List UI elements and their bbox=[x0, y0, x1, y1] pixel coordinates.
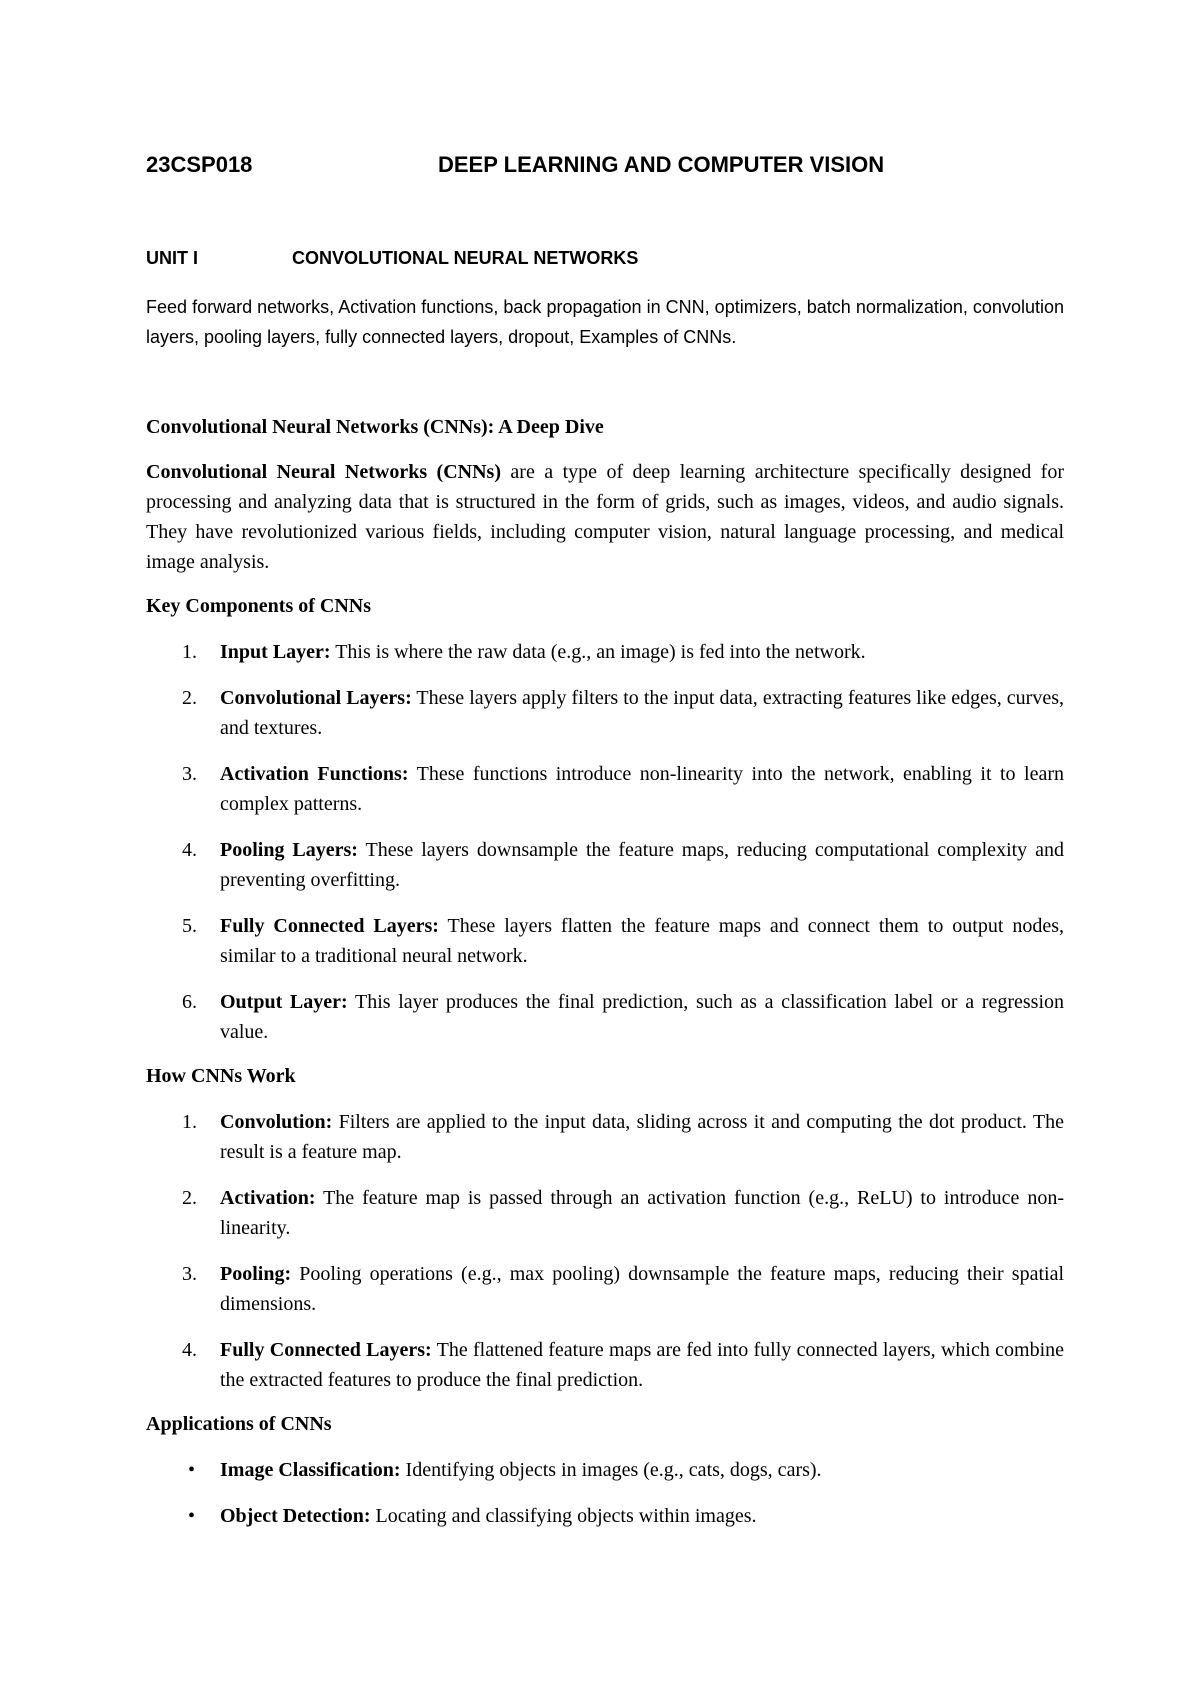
item-term: Activation: bbox=[220, 1187, 316, 1209]
item-text: Filters are applied to the input data, sliding across it and computing the dot product. The result is a feature map. bbox=[220, 1111, 1064, 1163]
item-text: These functions introduce non-linearity into the network, enabling it to learn complex patterns. bbox=[220, 763, 1065, 815]
article-title: Convolutional Neural Networks (CNNs): A Deep Dive bbox=[146, 416, 604, 438]
item-text: The feature map is passed through an activation function (e.g., ReLU) to introduce non-linearity. bbox=[220, 1187, 1064, 1239]
item-text: This is where the raw data (e.g., an image) is fed into the network. bbox=[330, 641, 866, 663]
item-term: Input Layer: bbox=[220, 641, 331, 663]
item-text: These layers downsample the feature maps, reducing computational complexity and preventing overfitting. bbox=[220, 839, 1064, 891]
list-number: 2. bbox=[182, 687, 197, 709]
course-header bbox=[146, 152, 1066, 184]
item-term: Object Detection: bbox=[220, 1505, 371, 1527]
intro-paragraph bbox=[146, 457, 1064, 577]
item-term: Output Layer: bbox=[220, 991, 348, 1013]
bullet-icon: • bbox=[188, 1459, 196, 1481]
item-term: Fully Connected Layers: bbox=[220, 915, 439, 937]
list-number: 3. bbox=[182, 763, 197, 785]
how-it-works-heading: How CNNs Work bbox=[146, 1065, 296, 1087]
components-list bbox=[146, 637, 1064, 1047]
components-heading: Key Components of CNNs bbox=[146, 595, 371, 617]
list-number: 1. bbox=[182, 641, 197, 663]
item-text: The flattened feature maps are fed into fully connected layers, which combine the extracted features to produce the final prediction. bbox=[220, 1339, 1065, 1391]
list-number: 4. bbox=[182, 1339, 197, 1361]
list-item bbox=[146, 683, 1064, 743]
list-item bbox=[146, 1335, 1064, 1395]
list-item bbox=[146, 1501, 1064, 1531]
unit-syllabus: Feed forward networks, Activation functions, back propagation in CNN, optimizers, batch normalization, convolution layers, pooling layers, fully connected layers, dropout, Examples of CNNs. bbox=[146, 297, 1064, 347]
list-number: 6. bbox=[182, 991, 197, 1013]
intro-term: Convolutional Neural Networks (CNNs) bbox=[146, 461, 501, 483]
item-text: Identifying objects in images (e.g., cats, dogs, cars). bbox=[400, 1459, 822, 1481]
list-item bbox=[146, 637, 1064, 667]
item-term: Convolutional Layers: bbox=[220, 687, 412, 709]
unit-label: UNIT I bbox=[146, 248, 198, 268]
list-item bbox=[146, 1183, 1064, 1243]
list-item bbox=[146, 835, 1064, 895]
list-item bbox=[146, 759, 1064, 819]
item-term: Activation Functions: bbox=[220, 763, 409, 785]
list-number: 3. bbox=[182, 1263, 197, 1285]
item-term: Convolution: bbox=[220, 1111, 333, 1133]
list-item bbox=[146, 1107, 1064, 1167]
list-number: 1. bbox=[182, 1111, 197, 1133]
applications-list bbox=[146, 1455, 1064, 1531]
item-term: Pooling Layers: bbox=[220, 839, 358, 861]
list-item bbox=[146, 911, 1064, 971]
course-code: 23CSP018 bbox=[146, 152, 253, 177]
item-text: These layers apply filters to the input data, extracting features like edges, curves, and textures. bbox=[220, 687, 1064, 739]
course-title: DEEP LEARNING AND COMPUTER VISION bbox=[438, 152, 885, 177]
unit-header bbox=[146, 248, 1066, 276]
item-text: This layer produces the final prediction, such as a classification label or a regression value. bbox=[220, 991, 1064, 1043]
list-number: 5. bbox=[182, 915, 197, 937]
article-body bbox=[146, 412, 1064, 1531]
list-number: 2. bbox=[182, 1187, 197, 1209]
intro-text: are a type of deep learning architecture specifically designed for processing and analyzing data that is structured in the form of grids, such as images, videos, and audio signals. They have revolutionized various fields, including computer vision, natural language processing, and medical image analysis. bbox=[146, 461, 1064, 573]
bullet-icon: • bbox=[188, 1505, 196, 1527]
item-text: These layers flatten the feature maps and connect them to output nodes, similar to a traditional neural network. bbox=[220, 915, 1064, 967]
item-term: Fully Connected Layers: bbox=[220, 1339, 432, 1361]
item-term: Image Classification: bbox=[220, 1459, 401, 1481]
unit-title: CONVOLUTIONAL NEURAL NETWORKS bbox=[292, 248, 639, 268]
list-item bbox=[146, 987, 1064, 1047]
item-term: Pooling: bbox=[220, 1263, 292, 1285]
how-it-works-list bbox=[146, 1107, 1064, 1395]
list-item bbox=[146, 1259, 1064, 1319]
list-item bbox=[146, 1455, 1064, 1485]
list-number: 4. bbox=[182, 839, 197, 861]
applications-heading: Applications of CNNs bbox=[146, 1413, 332, 1435]
item-text: Locating and classifying objects within images. bbox=[370, 1505, 757, 1527]
item-text: Pooling operations (e.g., max pooling) downsample the feature maps, reducing their spatial dimensions. bbox=[220, 1263, 1064, 1315]
